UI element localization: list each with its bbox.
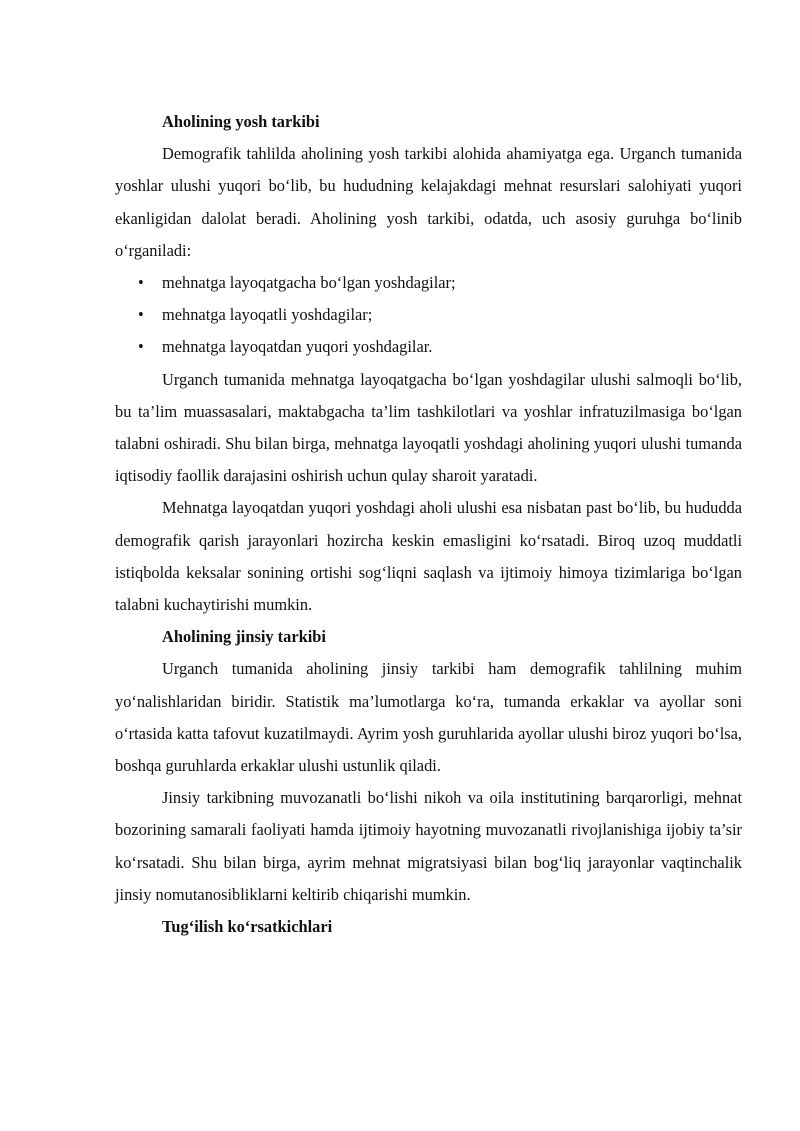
list-item-text: mehnatga layoqatli yoshdagilar; (162, 305, 373, 325)
paragraph-age-working: Urganch tumanida mehnatga layoqatgacha bo‘lgan yoshdagilar ulushi salmoqli bo‘lib, bu ta’lim muassasalari, maktabgacha ta’lim tashkilotlari va yoshlar infratuzilmasiga bo‘lgan talabni oshiradi. Shu bilan birga, mehnatga layoqatli yoshdagi aholining yuqori ulushi tumanda iqtisodiy faollik darajasini oshirish uchun qulay sharoit yaratadi. (115, 369, 742, 486)
paragraph-age-elderly: Mehnatga layoqatdan yuqori yoshdagi aholi ulushi esa nisbatan past bo‘lib, bu hududda demografik qarish jarayonlari hozircha keskin emasligini ko‘rsatadi. Biroq uzoq muddatli istiqbolda keksalar sonining ortishi sog‘liqni saqlash va ijtimoiy himoya tizimlariga bo‘lgan talabni kuchaytirishi mumkin. (115, 498, 742, 615)
list-item (115, 267, 742, 299)
list-item-text: mehnatga layoqatgacha bo‘lgan yoshdagilar; (162, 273, 456, 293)
document-page (115, 106, 742, 943)
age-group-list (115, 267, 742, 364)
paragraph-age-intro: Demografik tahlilda aholining yosh tarkibi alohida ahamiyatga ega. Urganch tumanida yoshlar ulushi yuqori bo‘lib, bu hududning kelajakdagi mehnat resurslari salohiyati yuqori ekanligidan dalolat beradi. Aholining yosh tarkibi, odatda, uch asosiy guruhga bo‘linib o‘rganiladi: (115, 144, 742, 260)
section-heading-birth: Tug‘ilish ko‘rsatkichlari (162, 917, 333, 937)
list-item-text: mehnatga layoqatdan yuqori yoshdagilar. (162, 337, 433, 357)
bullet-icon: • (138, 305, 144, 325)
bullet-icon: • (138, 337, 144, 357)
section-heading-age: Aholining yosh tarkibi (162, 112, 320, 131)
list-item (115, 299, 742, 331)
paragraph-gender-balance: Jinsiy tarkibning muvozanatli bo‘lishi nikoh va oila institutining barqarorligi, mehnat bozorining samarali faoliyati hamda ijtimoiy hayotning muvozanatli rivojlanishiga ijobiy ta’sir ko‘rsatadi. Shu bilan birga, ayrim mehnat migratsiyasi bilan bog‘liq jarayonlar vaqtinchalik jinsiy nomutanosibliklarni keltirib chiqarishi mumkin. (115, 788, 742, 904)
bullet-icon: • (138, 273, 144, 293)
section-heading-gender: Aholining jinsiy tarkibi (162, 627, 326, 647)
list-item (115, 331, 742, 363)
paragraph-gender-overview: Urganch tumanida aholining jinsiy tarkibi ham demografik tahlilning muhim yo‘nalishlaridan biridir. Statistik ma’lumotlarga ko‘ra, tumanda erkaklar va ayollar soni o‘rtasida katta tafovut kuzatilmaydi. Ayrim yosh guruhlarida ayollar ulushi biroz yuqori bo‘lsa, boshqa guruhlarda erkaklar ulushi ustunlik qiladi. (115, 659, 742, 776)
